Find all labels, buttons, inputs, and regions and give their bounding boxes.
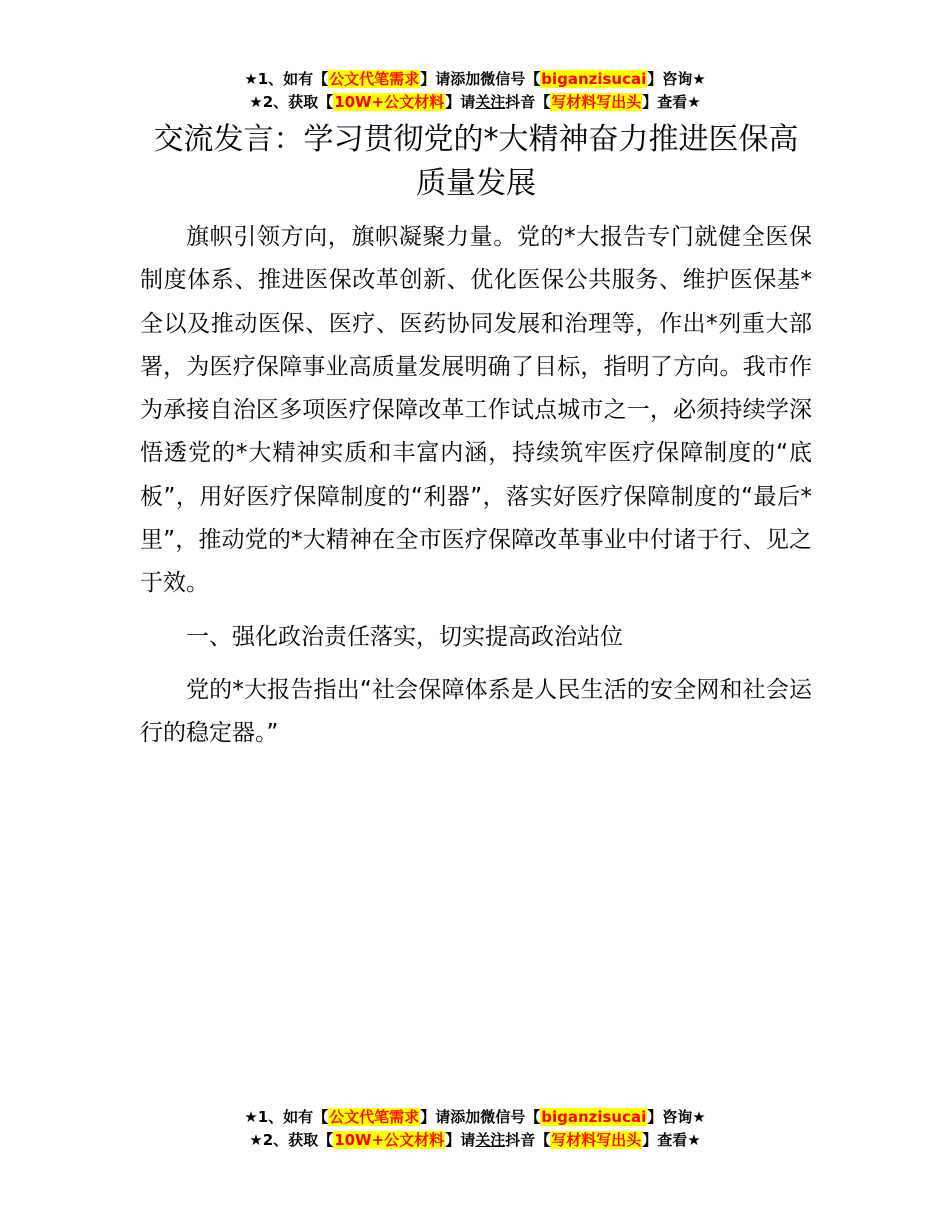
promo-line-2: [0, 91, 950, 114]
promo-text: ★2、获取【: [249, 93, 334, 111]
promo-line-1: [0, 68, 950, 91]
promo-text: 】咨询★: [647, 1108, 706, 1126]
wechat-id-highlight: biganzisucai: [541, 1108, 647, 1126]
promo-notice-footer: [0, 1106, 950, 1152]
promo-underlined-text: 关注: [475, 93, 506, 111]
promo-highlight: 公文代笔需求: [329, 70, 420, 88]
promo-line-2: [0, 1129, 950, 1152]
promo-text: 】请添加微信号【: [420, 1108, 541, 1126]
document-body: [140, 216, 812, 756]
promo-underlined-text: 关注: [475, 1131, 506, 1149]
wechat-id-highlight: biganzisucai: [541, 70, 647, 88]
promo-text: 】咨询★: [647, 70, 706, 88]
promo-text: 】请: [445, 93, 476, 111]
promo-notice-header: [0, 68, 950, 114]
douyin-account-highlight: 写材料写出头: [551, 93, 642, 111]
promo-text: 】请添加微信号【: [420, 70, 541, 88]
section-heading: 一、强化政治责任落实，切实提高政治站位: [186, 623, 623, 650]
promo-text: 】查看★: [642, 93, 701, 111]
promo-text: 抖音【: [505, 1131, 551, 1149]
body-paragraph: 旗帜引领方向，旗帜凝聚力量。党的*大报告专门就健全医保制度体系、推进医保改革创新、优化医保公共服务、维护医保基*全以及推动医保、医疗、医药协同发展和治理等，作出*列重大部署，为医疗保障事业高质量发展明确了目标，指明了方向。我市作为承接自治区多项医疗保障改革工作试点城市之一，必须持续学深悟透党的*大精神实质和丰富内涵，持续筑牢医疗保障制度的“底板”，用好医疗保障制度的“利器”，落实好医疗保障制度的“最后*里”，推动党的*大精神在全市医疗保障改革事业中付诸于行、见之于效。: [140, 224, 812, 597]
promo-text: ★1、如有【: [244, 1108, 329, 1126]
body-paragraph: 党的*大报告指出“社会保障体系是人民生活的安全网和社会运行的稳定器。”: [140, 676, 812, 747]
promo-highlight: 公文代笔需求: [329, 1108, 420, 1126]
promo-text: ★1、如有【: [244, 70, 329, 88]
promo-text: 】请: [445, 1131, 476, 1149]
promo-highlight: 10W+公文材料: [334, 1131, 445, 1149]
promo-line-1: [0, 1106, 950, 1129]
promo-highlight: 10W+公文材料: [334, 93, 445, 111]
promo-text: 抖音【: [505, 93, 551, 111]
douyin-account-highlight: 写材料写出头: [551, 1131, 642, 1149]
document-title: 交流发言：学习贯彻党的*大精神奋力推进医保高质量发展: [153, 122, 799, 201]
promo-text: ★2、获取【: [249, 1131, 334, 1149]
promo-text: 】查看★: [642, 1131, 701, 1149]
